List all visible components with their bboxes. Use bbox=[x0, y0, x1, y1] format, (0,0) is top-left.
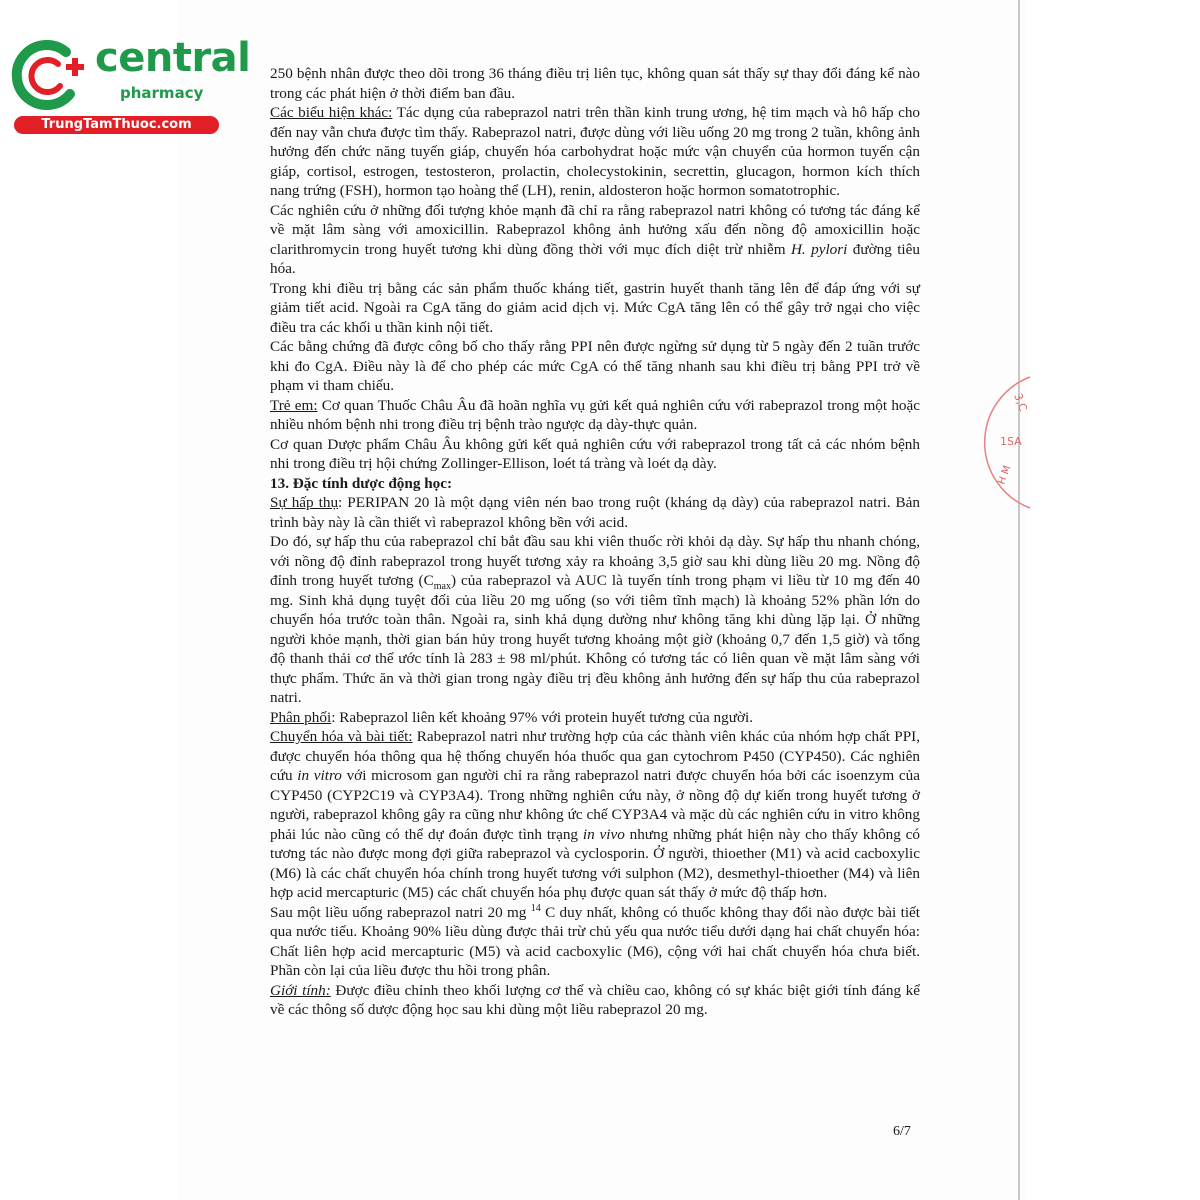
section-heading: 13. Đặc tính dược động học: bbox=[270, 474, 453, 492]
stamp-text-3: H M bbox=[996, 464, 1014, 487]
logo-c-plus-icon bbox=[10, 38, 90, 114]
section-label: Sự hấp thụ bbox=[270, 494, 339, 511]
section-label: Các biểu hiện khác: bbox=[270, 104, 393, 121]
central-pharmacy-logo bbox=[10, 35, 251, 136]
paragraph-absorption: Sự hấp thụ: PERIPAN 20 là một dạng viên nén bao trong ruột (kháng dạ dày) của rabeprazol natri. Bản trình bày này là cần thiết vì rabeprazol không bền với acid. bbox=[270, 494, 920, 531]
paragraph-other-effects: Các biểu hiện khác: Tác dụng của rabeprazol natri trên thần kinh trung ương, hệ tim mạch và hô hấp cho đến nay vẫn chưa được tìm thấy. Rabeprazol natri, được dùng với liều uống 20 mg trong 2 tuần, không ảnh hưởng đến chức năng tuyến giáp, chuyển hóa carbohydrat hoặc mức vận chuyển của hormon tuyến cận giáp, cortisol, estrogen, testosteron, prolactin, cholecystokinin, secrettin, glucagon, hormon kích thích nang trứng (FSH), hormon tạo hoàng thể (LH), renin, aldosteron hoặc hormon somatotrophic. bbox=[270, 104, 921, 199]
logo-website-bar: TrungTamThuoc.com bbox=[14, 116, 219, 134]
paragraph: Các bằng chứng đã được công bố cho thấy rằng PPI nên được ngừng sử dụng từ 5 ngày đến 2 tuần trước khi đo CgA. Điều này là để cho phép các mức CgA có thể tăng nhanh sau khi điều trị bằng PPI trở về phạm vi tham chiếu. bbox=[270, 338, 920, 394]
section-label: Phân phối bbox=[270, 708, 332, 726]
paragraph: Trong khi điều trị bằng các sản phẩm thuốc kháng tiết, gastrin huyết thanh tăng lên để đáp ứng với sự giảm tiết acid. Ngoài ra CgA tăng do giảm acid dịch vị. Mức CgA tăng lên có thể gây trở ngại cho việc điều tra các khối u thần kinh nội tiết. bbox=[270, 279, 920, 336]
paragraph: Sau một liều uống rabeprazol natri 20 mg $^{14}$ C duy nhất, không có thuốc không thay đổi nào được bài tiết qua nước tiểu. Khoảng 90% liều dùng được thải trừ chủ yếu qua nước tiểu dưới dạng hai chất chuyển hóa: Chất liên hợp acid mercapturic (M5) và acid cacboxylic (M6), cộng với hai chất chuyển hóa chưa biết. Phần còn lại của liều được thu hồi trong phân. bbox=[270, 902, 921, 979]
paragraph-gender: Giới tính: Được điều chỉnh theo khối lượng cơ thể và chiều cao, không có sự khác biệt giới tính đáng kể về các thông số dược động học sau khi dùng một liều rabeprazol 20 mg. bbox=[270, 981, 920, 1018]
paragraph-metabolism: Chuyển hóa và bài tiết: Rabeprazol natri như trường hợp của các thành viên khác của nhóm hợp chất PPI, được chuyển hóa thông qua hệ thống chuyển hóa thuốc qua gan cytochrom P450 (CYP450). Các nghiên cứu in vitro với microsom gan người chỉ ra rằng rabeprazol natri được chuyển hóa bởi các isoenzym của CYP450 (CYP2C19 và CYP3A4). Trong những nghiên cứu này, ở nồng độ dự kiến trong huyết tương ở người, rabeprazol không gây ra cũng như không ức chế CYP3A4 và mặc dù các nghiên cứu in vitro không phải lúc nào cũng có thể dự đoán được tình trạng in vivo nhưng những phát hiện này cho thấy không có tương tác nào được mong đợi giữa rabeprazol và cyclosporin. Ở người, thioether (M1) và acid cacboxylic (M6) là các chất chuyển hóa chính trong huyết tương với sulphon (M2), desmethyl-thioether (M4) và liên hợp acid mercapturic (M5) các chất chuyển hóa phụ được quan sát thấy ở mức độ thấp hơn. bbox=[270, 728, 921, 901]
document-body bbox=[270, 64, 920, 1020]
stamp-text-2: 1SA bbox=[1000, 435, 1022, 448]
paragraph-children: Trẻ em: Cơ quan Thuốc Châu Âu đã hoãn nghĩa vụ gửi kết quả nghiên cứu với rabeprazol trong một hoặc nhiều nhóm bệnh nhi trong điều trị bệnh trào ngược dạ dày-thực quản. bbox=[270, 396, 920, 433]
red-stamp-fragment bbox=[996, 375, 1040, 510]
page-number: 6/7 bbox=[893, 1124, 911, 1139]
stamp-text-1: 3,C bbox=[1011, 391, 1030, 414]
logo-subtitle: pharmacy bbox=[120, 84, 204, 102]
page-edge bbox=[1018, 0, 1020, 1200]
section-label: Trẻ em: bbox=[270, 396, 318, 414]
section-label: Giới tính: bbox=[270, 981, 331, 999]
paragraph: 250 bệnh nhân được theo dõi trong 36 tháng điều trị liên tục, không quan sát thấy sự thay đổi đáng kể nào trong các phát hiện ở thời điểm ban đầu. bbox=[270, 65, 920, 102]
paragraph: Các nghiên cứu ở những đối tượng khỏe mạnh đã chỉ ra rằng rabeprazol natri không có tương tác đáng kể về mặt lâm sàng với amoxicillin. Rabeprazol không ảnh hưởng xấu đến nồng độ amoxicillin hoặc clarithromycin trong huyết tương khi dùng đồng thời với mục đích diệt trừ nhiễm H. pylori đường tiêu hóa. bbox=[270, 201, 920, 277]
logo-name: central bbox=[95, 35, 251, 81]
section-label: Chuyển hóa và bài tiết: bbox=[270, 728, 413, 745]
paragraph: Cơ quan Dược phẩm Châu Âu không gửi kết quả nghiên cứu với rabeprazol trong tất cả các nhóm bệnh nhi trong điều trị hội chứng Zollinger-Ellison, loét tá tràng và loét dạ dày. bbox=[270, 435, 920, 472]
paragraph-distribution: Phân phối: Rabeprazol liên kết khoảng 97% với protein huyết tương của người. bbox=[270, 708, 754, 726]
paragraph: Do đó, sự hấp thu của rabeprazol chỉ bắt đầu sau khi viên thuốc rời khỏi dạ dày. Sự hấp thu nhanh chóng, với nồng độ đỉnh rabeprazol trong huyết tương xảy ra khoảng 3,5 giờ sau khi dùng liều 20 mg. Nồng độ đỉnh trong huyết tương $(C_{max})$ của rabeprazol và AUC là tuyến tính trong phạm vi liều từ 10 mg đến 40 mg. Sinh khả dụng tuyệt đối của liều 20 mg uống (so với tiêm tĩnh mạch) là khoảng 52% phần lớn do chuyển hóa trước toàn thân. Ngoài ra, sinh khả dụng dường như không tăng khi dùng lặp lại. Ở những người khỏe mạnh, thời gian bán hủy trong huyết tương khoảng một giờ (khoảng 0,7 đến 1,5 giờ) và tổng độ thanh thải cơ thể ước tính là 283 ± 98 ml/phút. Không có tương tác có liên quan về mặt lâm sàng với thực phẩm. Thức ăn và thời gian trong ngày điều trị đều không ảnh hưởng đến sự hấp thu của rabeprazol natri. bbox=[270, 533, 920, 706]
